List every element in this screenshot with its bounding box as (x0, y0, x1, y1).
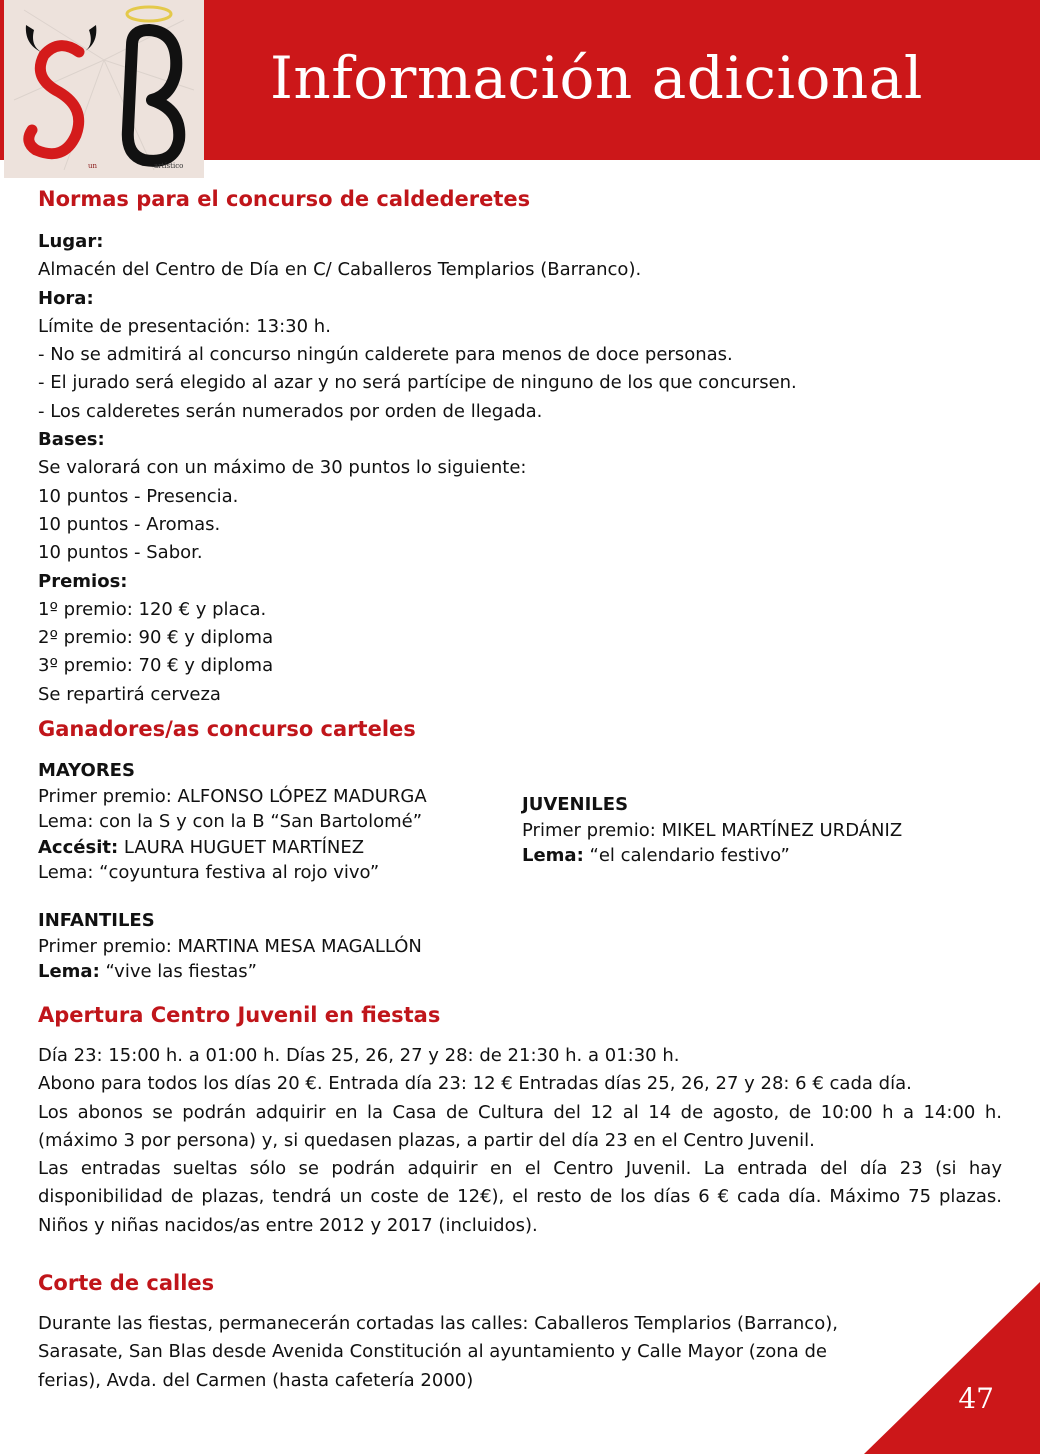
paragraph: Los abonos se podrán adquirir en la Casa de Cultura del 12 al 14 de agosto, de 10:00 h a 14:00 h. (máximo 3 por persona) y, si quedasen plazas, a partir del día 23 en el Centro Juvenil. (38, 1101, 1002, 1151)
infantiles-first: Primer premio: MARTINA MESA MAGALLÓN (38, 935, 422, 957)
juveniles-column (522, 792, 992, 869)
section-heading: Normas para el concurso de caldederetes (38, 187, 531, 211)
section-centro-juvenil (38, 998, 1002, 1236)
logo-text-left: un (88, 162, 98, 170)
infantiles-lema: “vive las fiestas” (99, 961, 257, 982)
hora-line: - El jurado será elegido al azar y no será partícipe de ninguno de los que concursen. (38, 372, 797, 394)
paragraph: Las entradas sueltas sólo se podrán adquirir en el Centro Juvenil. La entrada del día 23 (si hay disponibilidad de plazas, tendrá un coste de 12€), el resto de los días 6 € cada día. Máximo 75 plazas. Niños y niñas nacidos/as entre 2012 y 2017 (incluidos). (38, 1158, 1002, 1236)
section-calderetes (38, 182, 797, 705)
festival-logo (4, 0, 204, 178)
premios-line: 1º premio: 120 € y placa. (38, 598, 267, 620)
bases-line: 10 puntos - Aromas. (38, 513, 221, 535)
corner-triangle (864, 1282, 1040, 1454)
juveniles-lema: “el calendario festivo” (583, 845, 790, 866)
bases-label: Bases: (38, 429, 105, 451)
infantiles-label: INFANTILES (38, 910, 155, 931)
accesit-name: LAURA HUGUET MARTÍNEZ (118, 836, 365, 858)
paragraph: Día 23: 15:00 h. a 01:00 h. Días 25, 26, 27 y 28: de 21:30 h. a 01:30 h. (38, 1045, 680, 1066)
premios-line: Se repartirá cerveza (38, 683, 221, 705)
juveniles-first: Primer premio: MIKEL MARTÍNEZ URDÁNIZ (522, 819, 903, 841)
paragraph: Abono para todos los días 20 €. Entrada día 23: 12 € Entradas días 25, 26, 27 y 28: 6 € cada día. (38, 1073, 912, 1095)
logo-text-right: artístico (154, 162, 184, 170)
juveniles-label: JUVENILES (522, 794, 629, 815)
hora-line: Límite de presentación: 13:30 h. (38, 315, 331, 337)
hora-line: - No se admitirá al concurso ningún calderete para menos de doce personas. (38, 344, 733, 366)
mayores-lema: Lema: “coyuntura festiva al rojo vivo” (38, 862, 380, 883)
mayores-lema: Lema: con la S y con la B “San Bartolomé” (38, 811, 423, 832)
hora-label: Hora: (38, 287, 94, 309)
lema-label: Lema: (522, 845, 584, 866)
mayores-label: MAYORES (38, 760, 135, 781)
page-number: 47 (958, 1382, 994, 1415)
mayores-first: Primer premio: ALFONSO LÓPEZ MADURGA (38, 785, 427, 807)
accesit-label: Accésit: (38, 836, 119, 858)
section-heading: Corte de calles (38, 1271, 215, 1295)
infantiles-column (38, 908, 508, 985)
premios-line: 3º premio: 70 € y diploma (38, 655, 274, 677)
page-title: Información adicional (270, 44, 923, 112)
premios-line: 2º premio: 90 € y diploma (38, 627, 274, 649)
section-heading: Apertura Centro Juvenil en fiestas (38, 1003, 441, 1027)
section-corte-calles (38, 1266, 858, 1391)
section-heading: Ganadores/as concurso carteles (38, 717, 416, 741)
bases-line: 10 puntos - Presencia. (38, 485, 239, 507)
lema-label: Lema: (38, 961, 100, 982)
bases-line: Se valorará con un máximo de 30 puntos lo siguiente: (38, 457, 527, 479)
paragraph: Durante las fiestas, permanecerán cortadas las calles: Caballeros Templarios (Barranco), Sarasate, San Blas desde Avenida Constitución al ayuntamiento y Calle Mayor (zona de ferias), Avda. del Carmen (hasta cafetería 2000) (38, 1313, 838, 1391)
hora-line: - Los calderetes serán numerados por orden de llegada. (38, 400, 543, 422)
mayores-column (38, 758, 508, 886)
bases-line: 10 puntos - Sabor. (38, 542, 203, 564)
lugar-label: Lugar: (38, 231, 104, 252)
premios-label: Premios: (38, 570, 128, 592)
lugar-text: Almacén del Centro de Día en C/ Caballeros Templarios (Barranco). (38, 259, 642, 281)
section-carteles (38, 712, 903, 982)
